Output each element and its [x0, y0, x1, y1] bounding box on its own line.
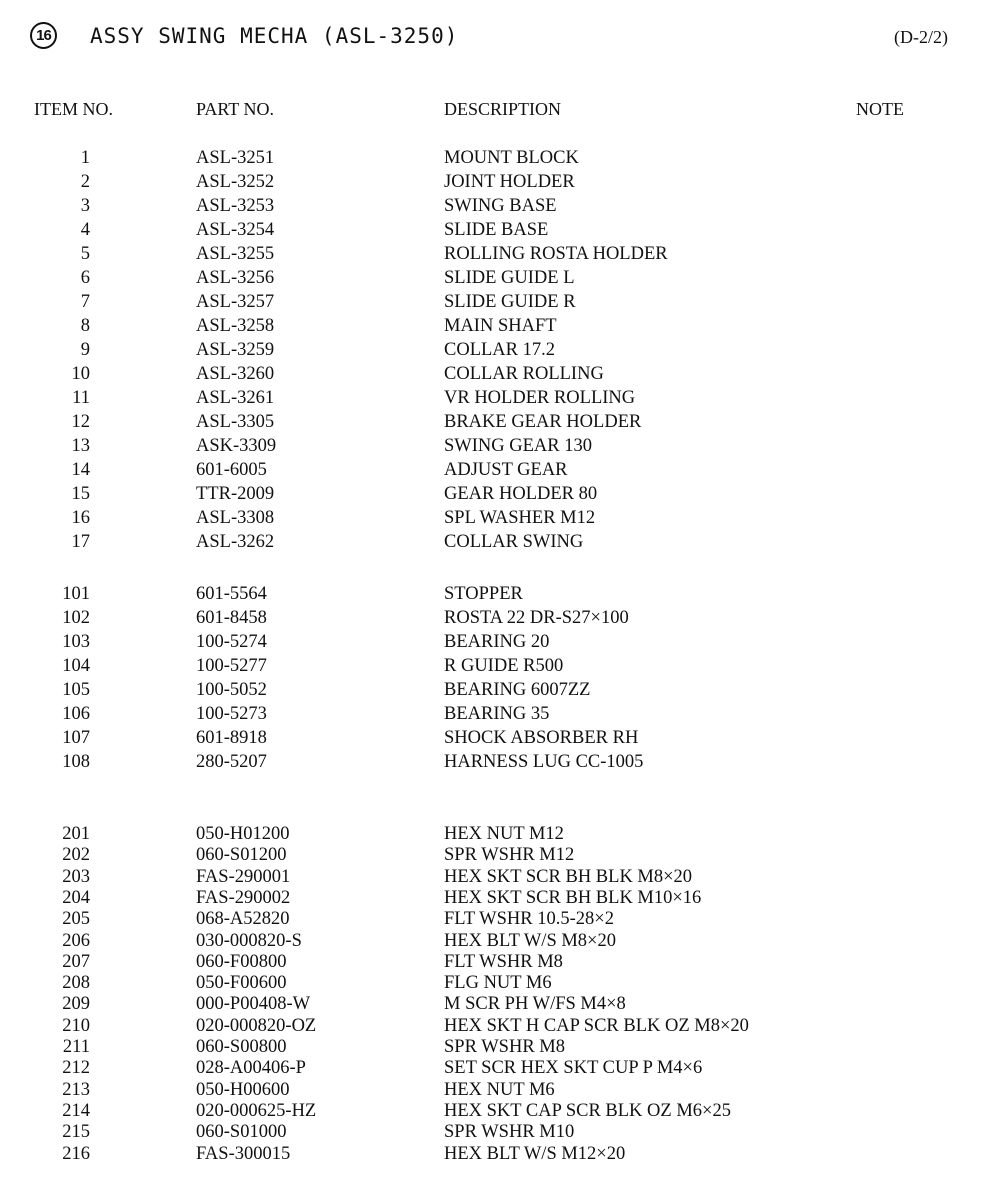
part-number: 601-6005 [196, 460, 267, 480]
item-number: 10 [71, 364, 90, 384]
header-part-no: PART NO. [196, 99, 274, 119]
item-number: 209 [62, 994, 90, 1015]
item-number: 1 [80, 148, 90, 168]
part-description: HEX BLT W/S M8×20 [444, 930, 616, 951]
item-number: 14 [71, 460, 90, 480]
part-number: 100-5052 [196, 680, 267, 700]
part-number: ASL-3260 [196, 364, 275, 384]
part-description: VR HOLDER ROLLING [444, 388, 636, 408]
part-description: HARNESS LUG CC-1005 [444, 752, 644, 772]
table-row [0, 726, 984, 750]
part-number: 100-5274 [196, 632, 267, 652]
item-number: 7 [80, 292, 90, 312]
table-row [0, 362, 984, 386]
part-description: STOPPER [444, 584, 523, 604]
item-number: 5 [80, 244, 90, 264]
item-number: 105 [62, 680, 90, 700]
part-number: 601-8458 [196, 608, 267, 628]
part-description: BRAKE GEAR HOLDER [444, 412, 642, 432]
item-number: 16 [71, 508, 90, 528]
table-row [0, 750, 984, 774]
part-number: 050-H01200 [196, 824, 290, 844]
item-number: 15 [71, 484, 90, 504]
part-number: ASL-3258 [196, 316, 275, 336]
part-description: SLIDE GUIDE L [444, 268, 575, 288]
table-row [0, 242, 984, 266]
table-row [0, 530, 984, 554]
table-row [0, 314, 984, 338]
part-number: ASL-3253 [196, 196, 275, 216]
table-row [0, 458, 984, 482]
part-number: ASL-3251 [196, 148, 275, 168]
part-description: GEAR HOLDER 80 [444, 484, 598, 504]
part-description: MOUNT BLOCK [444, 148, 579, 168]
part-number: 060-S01000 [196, 1122, 287, 1143]
table-row [0, 218, 984, 242]
part-description: R GUIDE R500 [444, 656, 564, 676]
page-header [30, 22, 954, 52]
item-number: 205 [62, 909, 90, 930]
part-description: M SCR PH W/FS M4×8 [444, 994, 626, 1015]
item-number: 106 [62, 704, 90, 724]
part-description: SHOCK ABSORBER RH [444, 728, 639, 748]
part-number: 028-A00406-P [196, 1058, 306, 1079]
item-number: 203 [62, 866, 90, 887]
item-number: 17 [71, 532, 90, 552]
part-number: 020-000820-OZ [196, 1015, 317, 1036]
part-description: SPL WASHER M12 [444, 508, 596, 528]
part-number: 000-P00408-W [196, 994, 311, 1015]
item-number: 211 [62, 1037, 90, 1057]
table-row [0, 606, 984, 630]
table-row [0, 702, 984, 726]
item-number: 12 [71, 412, 90, 432]
part-number: 050-F00600 [196, 973, 287, 994]
part-number: 100-5277 [196, 656, 267, 676]
table-row [0, 678, 984, 702]
table-row [0, 146, 984, 170]
part-number: 060-F00800 [196, 951, 287, 972]
part-description: SWING BASE [444, 196, 557, 216]
item-number: 103 [62, 632, 90, 652]
part-description: HEX SKT SCR BH BLK M8×20 [444, 866, 693, 887]
header-item-no: ITEM NO. [34, 99, 113, 119]
table-row [0, 290, 984, 314]
part-description: COLLAR SWING [444, 532, 584, 552]
part-number: ASL-3256 [196, 268, 275, 288]
part-description: SPR WSHR M12 [444, 845, 575, 866]
page-reference: (D-2/2) [894, 27, 948, 47]
item-number: 206 [62, 930, 90, 951]
part-number: ASL-3308 [196, 508, 275, 528]
column-headers [0, 97, 984, 121]
item-number: 102 [62, 608, 90, 628]
part-description: HEX NUT M12 [444, 824, 564, 844]
part-description: FLT WSHR M8 [444, 951, 563, 972]
part-description: HEX SKT SCR BH BLK M10×16 [444, 887, 702, 908]
part-description: HEX BLT W/S M12×20 [444, 1143, 626, 1164]
part-number: ASL-3255 [196, 244, 275, 264]
part-description: HEX SKT CAP SCR BLK OZ M6×25 [444, 1100, 731, 1121]
table-row [0, 338, 984, 362]
part-description: HEX SKT H CAP SCR BLK OZ M8×20 [444, 1015, 749, 1036]
part-number: 020-000625-HZ [196, 1100, 317, 1121]
item-number: 216 [62, 1143, 90, 1164]
part-number: 060-S01200 [196, 845, 287, 866]
part-description: FLG NUT M6 [444, 973, 552, 994]
table-row [0, 506, 984, 530]
part-number: FAS-290001 [196, 866, 291, 887]
item-number: 215 [62, 1122, 90, 1143]
part-description: SET SCR HEX SKT CUP P M4×6 [444, 1058, 703, 1079]
table-row [0, 582, 984, 606]
item-number: 2 [80, 172, 90, 192]
part-description: COLLAR ROLLING [444, 364, 604, 384]
part-number: 601-8918 [196, 728, 267, 748]
part-number: ASL-3261 [196, 388, 275, 408]
part-description: SPR WSHR M10 [444, 1122, 575, 1143]
part-description: BEARING 35 [444, 704, 550, 724]
part-description: FLT WSHR 10.5-28×2 [444, 909, 614, 930]
part-number: TTR-2009 [196, 484, 275, 504]
part-number: 030-000820-S [196, 930, 302, 951]
part-description: HEX NUT M6 [444, 1079, 555, 1100]
table-row [0, 410, 984, 434]
table-row [0, 170, 984, 194]
part-description: ROLLING ROSTA HOLDER [444, 244, 668, 264]
page-title: ASSY SWING MECHA (ASL-3250) [90, 24, 459, 48]
part-description: JOINT HOLDER [444, 172, 575, 192]
item-number: 108 [62, 752, 90, 772]
table-row [0, 194, 984, 218]
item-number: 214 [62, 1100, 90, 1121]
item-number: 101 [62, 584, 90, 604]
part-number: 601-5564 [196, 584, 267, 604]
item-number: 6 [80, 268, 90, 288]
part-number: ASL-3254 [196, 220, 275, 240]
part-number: ASK-3309 [196, 436, 277, 456]
item-number: 201 [62, 824, 90, 844]
item-number: 13 [71, 436, 90, 456]
part-description: COLLAR 17.2 [444, 340, 555, 360]
item-number: 9 [80, 340, 90, 360]
part-description: ADJUST GEAR [444, 460, 568, 480]
item-number: 104 [62, 656, 90, 676]
item-number: 8 [80, 316, 90, 336]
section-number-badge: 16 [30, 22, 57, 49]
item-number: 210 [62, 1015, 90, 1036]
table-row [0, 266, 984, 290]
part-description: BEARING 6007ZZ [444, 680, 591, 700]
part-number: FAS-300015 [196, 1143, 291, 1164]
item-number: 208 [62, 973, 90, 994]
part-description: SLIDE GUIDE R [444, 292, 576, 312]
part-description: MAIN SHAFT [444, 316, 557, 336]
part-number: 068-A52820 [196, 909, 290, 930]
part-description: ROSTA 22 DR-S27×100 [444, 608, 629, 628]
table-row [0, 1142, 984, 1166]
part-number: ASL-3262 [196, 532, 275, 552]
item-number: 212 [62, 1058, 90, 1079]
part-number: ASL-3257 [196, 292, 275, 312]
item-number: 4 [80, 220, 90, 240]
part-number: 100-5273 [196, 704, 267, 724]
header-description: DESCRIPTION [444, 99, 562, 119]
item-number: 202 [62, 845, 90, 866]
part-description: SLIDE BASE [444, 220, 549, 240]
item-number: 213 [62, 1079, 90, 1100]
table-row [0, 630, 984, 654]
part-description: SWING GEAR 130 [444, 436, 592, 456]
item-number: 3 [80, 196, 90, 216]
part-number: FAS-290002 [196, 887, 291, 908]
table-row [0, 434, 984, 458]
part-description: SPR WSHR M8 [444, 1037, 565, 1057]
table-row [0, 654, 984, 678]
table-row [0, 386, 984, 410]
part-number: ASL-3252 [196, 172, 275, 192]
part-number: 060-S00800 [196, 1037, 287, 1057]
item-number: 11 [72, 388, 90, 408]
table-row [0, 482, 984, 506]
part-description: BEARING 20 [444, 632, 550, 652]
item-number: 204 [62, 887, 90, 908]
part-number: 280-5207 [196, 752, 267, 772]
header-note: NOTE [856, 99, 904, 119]
part-number: ASL-3305 [196, 412, 275, 432]
part-number: 050-H00600 [196, 1079, 290, 1100]
item-number: 107 [62, 728, 90, 748]
item-number: 207 [62, 951, 90, 972]
part-number: ASL-3259 [196, 340, 275, 360]
